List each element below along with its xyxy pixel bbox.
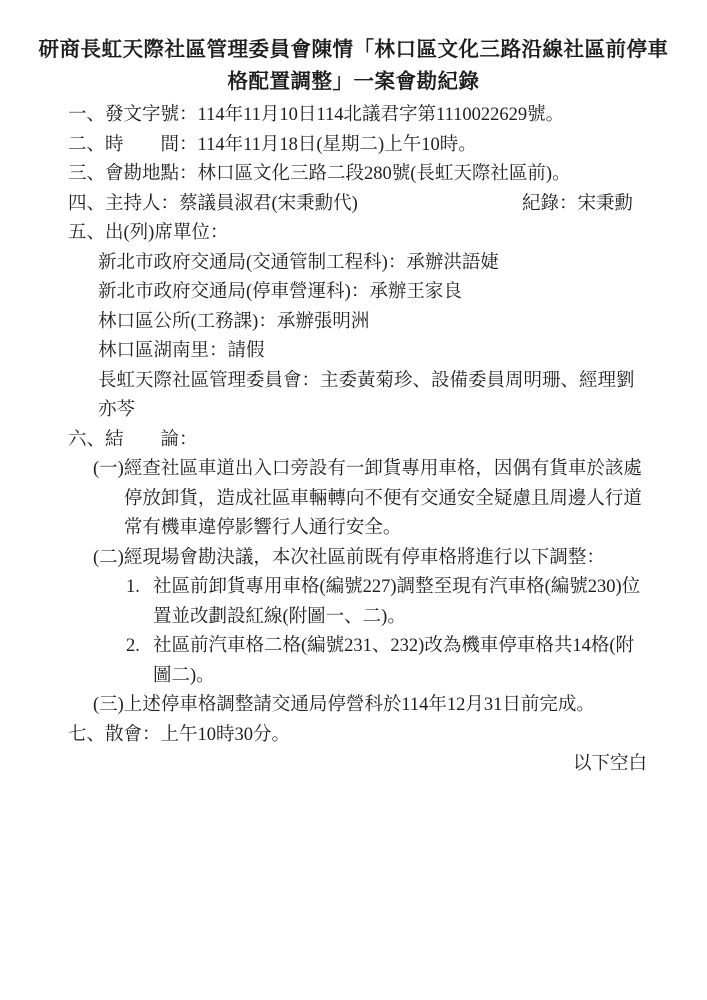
recorder-text: 紀錄：宋秉勳 <box>521 193 633 214</box>
title-line-2: 格配置調整」一案會勘紀錄 <box>227 71 480 93</box>
adjustment-2-marker: 2. <box>126 636 140 656</box>
attendee-line-3: 林口區公所(工務課)：承辦張明洲 <box>98 311 370 332</box>
conclusion-item-1 <box>68 455 647 544</box>
conclusion-3-marker: (三) <box>93 695 124 715</box>
attendee-line-5: 長虹天際社區管理委員會：主委黃菊珍、設備委員周明珊、經理劉亦芩 <box>98 370 635 420</box>
conclusion-item-3 <box>68 691 647 721</box>
adjustment-1-marker: 1. <box>126 577 140 597</box>
document-body <box>68 101 647 780</box>
adjustment-item-2 <box>68 632 647 691</box>
adjustment-2-text: 社區前汽車格二格(編號231、232)改為機車停車格共14格(附圖二)。 <box>153 636 634 686</box>
document-title <box>0 34 707 98</box>
adjustment-item-1 <box>68 573 647 632</box>
adjournment-line: 七、散會：上午10時30分。 <box>68 724 291 745</box>
conclusion-1-marker: (一) <box>93 459 124 479</box>
attendee-line-1: 新北市政府交通局(交通管制工程科)：承辦洪語婕 <box>98 252 499 273</box>
conclusion-heading: 六、結 論： <box>68 429 198 450</box>
conclusion-2-marker: (二) <box>93 547 124 568</box>
attendee-line-4: 林口區湖南里：請假 <box>98 341 265 361</box>
title-line-1: 研商長虹天際社區管理委員會陳情「林口區文化三路沿線社區前停車 <box>38 39 669 61</box>
conclusion-1-text: 經查社區車道出入口旁設有一卸貨專用車格，因偶有貨車於該處停放卸貨，造成社區車輛轉向不便有交通安全疑慮且周邊人行道常有機車違停影響行人通行安全。 <box>123 459 642 538</box>
meeting-location-line: 三、會勘地點：林口區文化三路二段280號(長虹天際社區前)。 <box>68 164 571 184</box>
attendee-line-2: 新北市政府交通局(停車營運科)：承辦王家良 <box>98 282 462 302</box>
conclusion-3-text: 上述停車格調整請交通局停營科於114年12月31日前完成。 <box>123 695 595 715</box>
adjustment-1-text: 社區前卸貨專用車格(編號227)調整至現有汽車格(編號230)位置並改劃設紅線(附圖一、二)。 <box>153 577 641 627</box>
conclusion-item-2 <box>68 544 647 574</box>
doc-number-line: 一、發文字號：114年11月10日114北議君字第1110022629號。 <box>68 105 565 125</box>
closing-text: 以下空白 <box>572 754 647 774</box>
meeting-time-line: 二、時 間：114年11月18日(星期二)上午10時。 <box>68 134 477 155</box>
host-text: 四、主持人：蔡議員淑君(宋秉勳代) <box>68 193 358 214</box>
host-line <box>68 190 647 220</box>
conclusion-2-text: 經現場會勘決議，本次社區前既有停車格將進行以下調整： <box>123 547 605 568</box>
attendees-heading: 五、出(列)席單位： <box>68 223 229 243</box>
